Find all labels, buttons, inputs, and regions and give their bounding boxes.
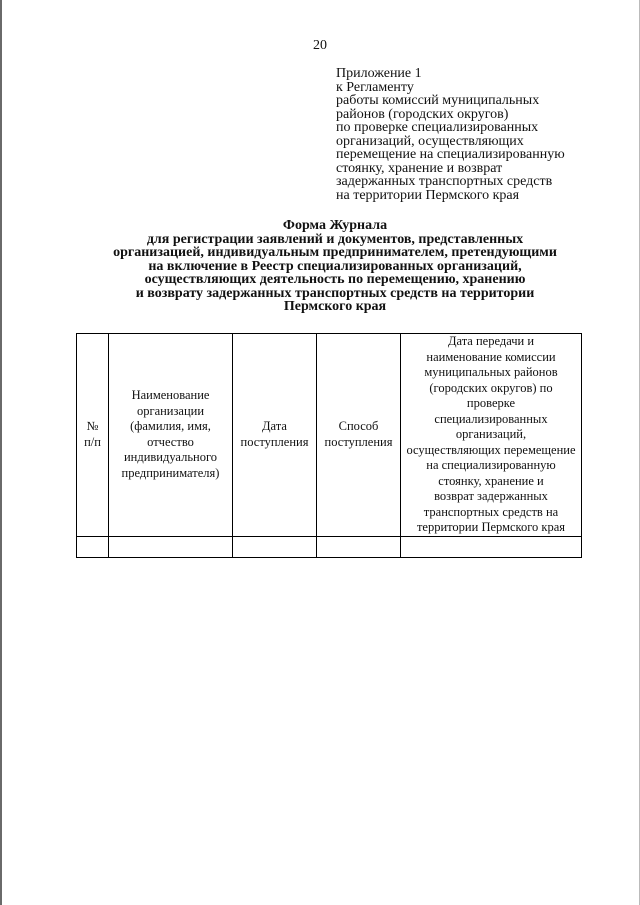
table-cell bbox=[317, 536, 401, 557]
table-cell bbox=[233, 536, 317, 557]
appendix-note bbox=[336, 67, 636, 202]
appendix-line: стоянку, хранение и возврат bbox=[336, 160, 503, 176]
appendix-line: перемещение на специализированную bbox=[336, 147, 565, 162]
appendix-line: районов (городских округов) bbox=[336, 106, 509, 122]
title-line: осуществляющих деятельность по перемещению, хранению bbox=[144, 272, 526, 287]
appendix-line: задержанных транспортных средств bbox=[336, 174, 553, 189]
form-title bbox=[70, 219, 600, 314]
appendix-line: к Регламенту bbox=[336, 79, 414, 95]
table-row bbox=[77, 536, 582, 557]
appendix-line: по проверке специализированных bbox=[336, 120, 539, 135]
appendix-line: на территории Пермского края bbox=[336, 187, 520, 203]
scan-left-edge bbox=[0, 0, 2, 905]
title-line: Пермского края bbox=[283, 299, 387, 314]
title-line: для регистрации заявлений и документов, представленных bbox=[146, 231, 524, 247]
appendix-line: работы комиссий муниципальных bbox=[336, 93, 540, 108]
column-header-receipt-method: Способ поступления bbox=[317, 334, 401, 537]
table-cell bbox=[401, 536, 582, 557]
appendix-line: Приложение 1 bbox=[336, 66, 422, 81]
table-cell bbox=[109, 536, 233, 557]
title-line: на включение в Реестр специализированных организаций, bbox=[148, 258, 522, 274]
title-line: Форма Журнала bbox=[282, 218, 388, 233]
column-header-number: № п/п bbox=[77, 334, 109, 537]
page-number: 20 bbox=[313, 38, 327, 53]
title-line: и возврату задержанных транспортных средств на территории bbox=[135, 285, 535, 301]
column-header-transfer-date-commission: Дата передачи и наименование комиссии муниципальных районов (городских округов) по проверке специализированных организаций, осуществляющих перемещение на специализированную стоянку, хранение и возврат задержанных транспортных средств на территории Пермского края bbox=[401, 334, 582, 537]
table-cell bbox=[77, 536, 109, 557]
appendix-line: организаций, осуществляющих bbox=[336, 133, 524, 149]
journal-table bbox=[76, 333, 582, 558]
title-line: организацией, индивидуальным предпринимателем, претендующими bbox=[113, 245, 557, 260]
table-header-row bbox=[77, 334, 582, 537]
column-header-organization: Наименование организации (фамилия, имя, отчество индивидуального предпринимателя) bbox=[109, 334, 233, 537]
column-header-receipt-date: Дата поступления bbox=[233, 334, 317, 537]
